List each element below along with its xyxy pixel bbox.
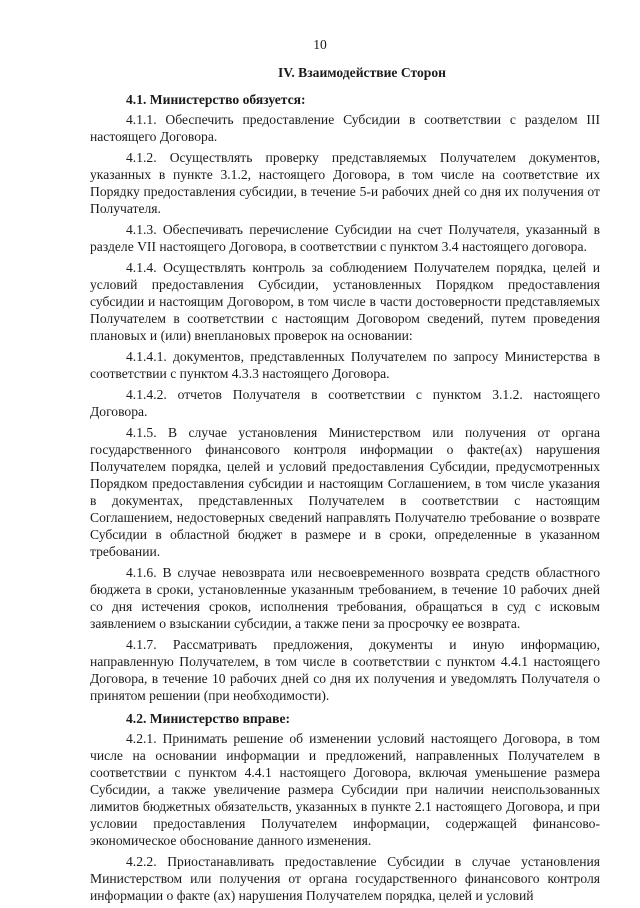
paragraph-4-1-4: 4.1.4. Осуществлять контроль за соблюдением Получателем порядка, целей и условий предоставления Субсидии, установленных Порядком предоставления субсидии и настоящим Договором, в том числе в части достоверности представляемых Получателем в соответствии с настоящим Договором сведений, путем проведения плановых и (или) внеплановых проверок на основании: [90, 260, 600, 343]
subsection-heading: 4.1. Министерство обязуется: [126, 92, 306, 107]
paragraph-4-1-6: 4.1.6. В случае невозврата или несвоевременного возврата средств областного бюджета в сроки, установленные указанным требованием, в течение 10 рабочих дней со дня истечения сроков, исполнения требования, обращаться в суд с исковым заявлением о взыскании субсидии, а также пени за просрочку ее возврата. [90, 565, 600, 631]
paragraph-4-1-5: 4.1.5. В случае установления Министерством или получения от органа государственного финансового контроля информации о факте(ах) нарушения Получателем порядка, целей и условий предоставления Субсидии, предусмотренных Порядком предоставления субсидии и настоящим Соглашением, в том числе указания в документах, представленных Получателем в соответствии с настоящим Соглашением, недостоверных сведений направлять Получателю требование о возврате Субсидии в областной бюджет в размере и в сроки, определенные в указанном требовании. [90, 425, 600, 559]
paragraph-4-2-1: 4.2.1. Принимать решение об изменении условий настоящего Договора, в том числе на основании информации и предложений, направленных Получателем в соответствии с пунктом 4.4.1 настоящего Договора, включая уменьшение размера Субсидии, а также увеличение размера Субсидии при наличии неиспользованных лимитов бюджетных обязательств, указанных в пункте 2.1 настоящего Договора, и при условии предоставления Получателем информации, содержащей финансово-экономическое обоснование данного изменения. [90, 731, 600, 848]
paragraph-4-1-4-2: 4.1.4.2. отчетов Получателя в соответствии с пунктом 3.1.2. настоящего Договора. [90, 387, 600, 419]
paragraph-4-1-7: 4.1.7. Рассматривать предложения, документы и иную информацию, направленную Получателем, в том числе в соответствии с пунктом 4.4.1 настоящего Договора, в течение 10 рабочих дней со дня их получения и уведомлять Получателя о принятом решении (при необходимости). [90, 637, 600, 703]
paragraph-4-1-2: 4.1.2. Осуществлять проверку представляемых Получателем документов, указанных в пункте 3.1.2, настоящего Договора, в том числе на соответствие их Порядку предоставления субсидии, в течение 5-и рабочих дней со дня их получения от Получателя. [90, 150, 600, 216]
paragraph-4-2-2: 4.2.2. Приостанавливать предоставление Субсидии в случае установления Министерством или получения от органа государственного финансового контроля информации о факте (ах) нарушения Получателем порядка, целей и условий [90, 854, 600, 903]
paragraph-4-1-4-1: 4.1.4.1. документов, представленных Получателем по запросу Министерства в соответствии с пунктом 4.3.3 настоящего Договора. [90, 349, 600, 381]
paragraph-4-1-1: 4.1.1. Обеспечить предоставление Субсидии в соответствии с разделом III настоящего Договора. [90, 112, 600, 144]
page-number: 10 [313, 37, 327, 52]
paragraph-4-1-3: 4.1.3. Обеспечивать перечисление Субсидии на счет Получателя, указанный в разделе VII настоящего Договора, в соответствии с пунктом 3.4 настоящего договора. [90, 222, 600, 254]
subsection-heading: 4.2. Министерство вправе: [126, 711, 291, 726]
document-body [90, 64, 600, 908]
section-title: IV. Взаимодействие Сторон [278, 65, 446, 80]
